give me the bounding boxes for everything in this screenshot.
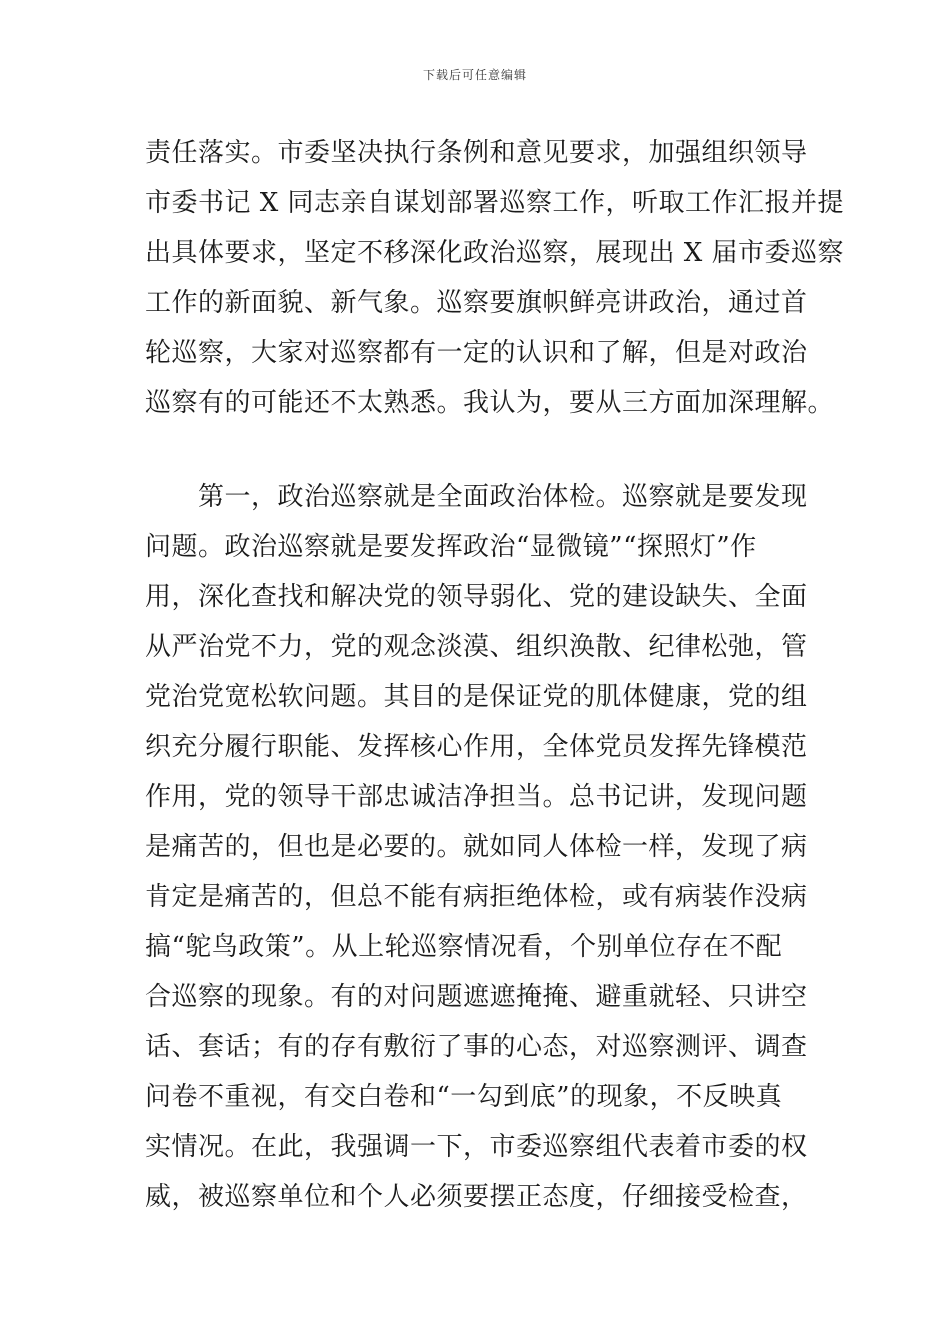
text-line: 搞“鸵鸟政策”。从上轮巡察情况看，个别单位存在不配 — [145, 932, 783, 962]
text-line: 是痛苦的，但也是必要的。就如同人体检一样，发现了病 — [145, 832, 808, 862]
text-line: 话、套话；有的存有敷衍了事的心态，对巡察测评、调查 — [145, 1032, 808, 1062]
text-line: 责任落实。市委坚决执行条例和意见要求，加强组织领导 — [145, 138, 808, 168]
text-line: 从严治党不力，党的观念淡漠、组织涣散、纪律松弛，管 — [145, 632, 808, 662]
text-line: 肯定是痛苦的，但总不能有病拒绝体检，或有病装作没病 — [145, 882, 808, 912]
paragraph-2 — [145, 472, 810, 1222]
text-line: 作用，党的领导干部忠诚洁净担当。总书记讲，发现问题 — [145, 782, 808, 812]
text-line: 巡察有的可能还不太熟悉。我认为，要从三方面加深理解。 — [145, 388, 835, 418]
text-line: 问题。政治巡察就是要发挥政治“显微镜”“探照灯”作 — [145, 532, 757, 562]
text-line-indented: 第一，政治巡察就是全面政治体检。巡察就是要发现 — [198, 482, 808, 512]
text-line: 合巡察的现象。有的对问题遮遮掩掩、避重就轻、只讲空 — [145, 982, 808, 1012]
text-line: 出具体要求，坚定不移深化政治巡察，展现出 X 届市委巡察 — [145, 238, 845, 268]
text-line: 用，深化查找和解决党的领导弱化、党的建设缺失、全面 — [145, 582, 808, 612]
text-line: 党治党宽松软问题。其目的是保证党的肌体健康，党的组 — [145, 682, 808, 712]
text-line: 轮巡察，大家对巡察都有一定的认识和了解，但是对政治 — [145, 338, 808, 368]
text-line: 问卷不重视，有交白卷和“一勾到底”的现象，不反映真 — [145, 1082, 783, 1112]
text-line: 工作的新面貌、新气象。巡察要旗帜鲜亮讲政治，通过首 — [145, 288, 808, 318]
text-line: 织充分履行职能、发挥核心作用，全体党员发挥先锋模范 — [145, 732, 808, 762]
paragraph-1 — [145, 128, 845, 428]
text-line: 市委书记 X 同志亲自谋划部署巡察工作，听取工作汇报并提 — [145, 188, 845, 218]
text-line: 实情况。在此，我强调一下，市委巡察组代表着市委的权 — [145, 1132, 808, 1162]
page-header-note: 下载后可任意编辑 — [422, 68, 527, 82]
text-line: 威，被巡察单位和个人必须要摆正态度，仔细接受检查， — [145, 1182, 808, 1212]
